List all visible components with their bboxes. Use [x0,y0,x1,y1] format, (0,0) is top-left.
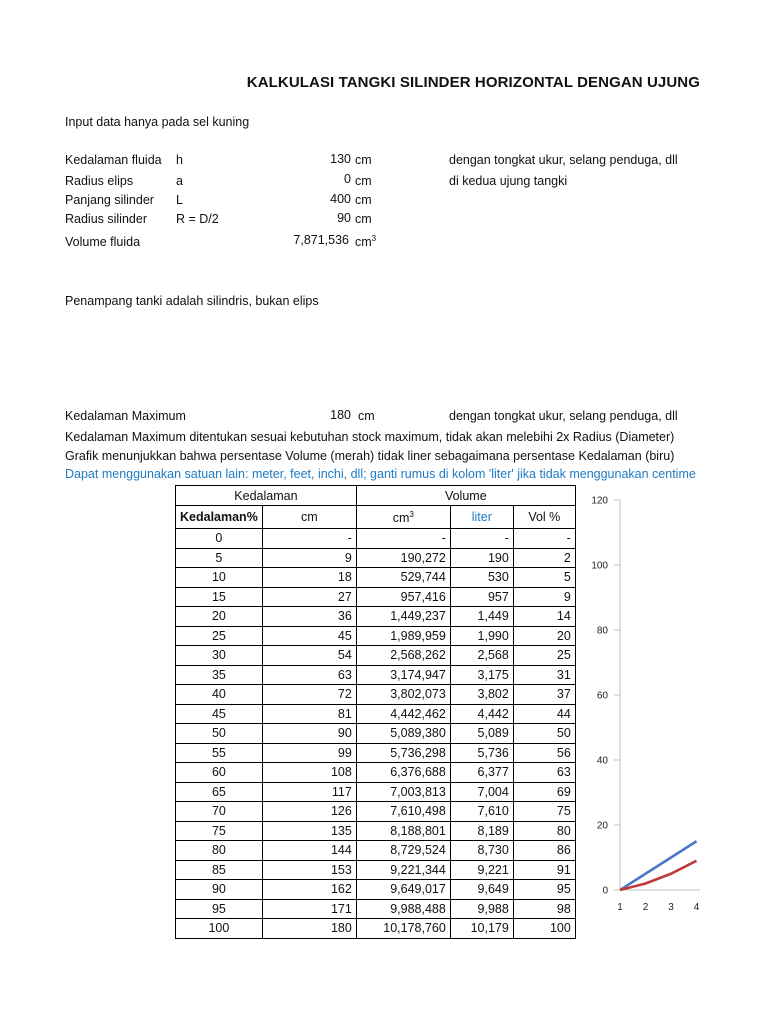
cell-cm: 126 [262,802,356,822]
table-row [176,704,576,724]
sym-r: R = D/2 [176,212,219,226]
cell-kedalaman-pct: 15 [176,587,263,607]
cell-cm3: 9,221,344 [356,860,450,880]
cell-kedalaman-pct: 0 [176,529,263,549]
x-tick-label: 4 [693,902,700,913]
cell-cm: 117 [262,782,356,802]
unit-a: cm [355,174,372,188]
table-row [176,646,576,666]
cell-cm3: 10,178,760 [356,919,450,939]
note-max: dengan tongkat ukur, selang penduga, dll [449,409,678,423]
input-radius-elips[interactable]: 0 [344,172,351,186]
input-kedalaman-maximum[interactable]: 180 [330,408,351,422]
x-tick-label: 3 [668,902,674,913]
table-row [176,860,576,880]
y-tick-label: 100 [591,560,608,572]
cell-vol-pct: - [513,529,575,549]
label-volume-fluida: Volume fluida [65,235,141,249]
cell-kedalaman-pct: 80 [176,841,263,861]
cell-cm: 27 [262,587,356,607]
cell-liter: 6,377 [450,763,513,783]
unit-volume: $cm^3$ [355,234,377,250]
cell-vol-pct: 86 [513,841,575,861]
cell-kedalaman-pct: 10 [176,568,263,588]
cell-liter: 190 [450,548,513,568]
cell-cm: 108 [262,763,356,783]
table-row [176,685,576,705]
volume-fluida-value: 7,871,536 [293,233,349,247]
cell-kedalaman-pct: 100 [176,919,263,939]
cell-vol-pct: 95 [513,880,575,900]
cell-cm: 135 [262,821,356,841]
cell-cm: 63 [262,665,356,685]
cell-cm: 81 [262,704,356,724]
cell-cm: 171 [262,899,356,919]
table-row [176,724,576,744]
cell-vol-pct: 14 [513,607,575,627]
cell-liter: - [450,529,513,549]
cell-liter: 5,736 [450,743,513,763]
cell-kedalaman-pct: 85 [176,860,263,880]
cell-liter: 957 [450,587,513,607]
cell-kedalaman-pct: 70 [176,802,263,822]
cell-kedalaman-pct: 90 [176,880,263,900]
cell-kedalaman-pct: 20 [176,607,263,627]
cell-cm: 153 [262,860,356,880]
unit-h: cm [355,153,372,167]
cell-cm3: 8,729,524 [356,841,450,861]
label-panjang-silinder: Panjang silinder [65,193,154,207]
table-row [176,665,576,685]
cell-liter: 4,442 [450,704,513,724]
cell-vol-pct: 44 [513,704,575,724]
header-cm: cm [262,506,356,529]
header-kedalaman: Kedalaman [176,486,357,506]
table-row [176,802,576,822]
cell-cm: 162 [262,880,356,900]
cell-kedalaman-pct: 45 [176,704,263,724]
cell-cm: - [262,529,356,549]
unit-l: cm [355,193,372,207]
table-row [176,880,576,900]
header-liter: liter [450,506,513,529]
y-tick-label: 60 [596,690,608,702]
cell-vol-pct: 9 [513,587,575,607]
cell-vol-pct: 69 [513,782,575,802]
cell-cm: 90 [262,724,356,744]
cell-vol-pct: 98 [513,899,575,919]
cell-kedalaman-pct: 65 [176,782,263,802]
cell-liter: 9,649 [450,880,513,900]
cell-cm: 9 [262,548,356,568]
cell-liter: 2,568 [450,646,513,666]
cell-cm3: 1,449,237 [356,607,450,627]
label-radius-elips: Radius elips [65,174,134,188]
header-vol-pct: Vol % [513,506,575,529]
cell-liter: 7,004 [450,782,513,802]
info-line-2: Grafik menunjukkan bahwa persentase Volume (merah) tidak liner sebagaimana persentase Kedalaman (biru) [65,449,675,463]
cell-liter: 1,449 [450,607,513,627]
cell-kedalaman-pct: 25 [176,626,263,646]
table-row [176,763,576,783]
cell-cm3: 3,174,947 [356,665,450,685]
cell-cm3: 529,744 [356,568,450,588]
cell-liter: 8,730 [450,841,513,861]
cell-liter: 9,988 [450,899,513,919]
cell-liter: 5,089 [450,724,513,744]
cell-cm3: 190,272 [356,548,450,568]
cell-kedalaman-pct: 40 [176,685,263,705]
header-cm3: $cm^3$ [356,506,450,529]
cell-kedalaman-pct: 55 [176,743,263,763]
cell-vol-pct: 100 [513,919,575,939]
table-row [176,587,576,607]
cell-cm: 99 [262,743,356,763]
depth-volume-table [175,485,576,939]
page-title: KALKULASI TANGKI SILINDER HORIZONTAL DENGAN UJUNG [246,74,700,91]
cell-vol-pct: 56 [513,743,575,763]
sym-h: h [176,153,183,167]
cell-liter: 530 [450,568,513,588]
info-line-1: Kedalaman Maximum ditentukan sesuai kebutuhan stock maximum, tidak akan melebihi 2x Radius (Diameter) [65,430,675,444]
cell-liter: 3,802 [450,685,513,705]
cell-liter: 3,175 [450,665,513,685]
label-kedalaman-maximum: Kedalaman Maximum [65,409,186,423]
input-note: Input data hanya pada sel kuning [65,115,250,129]
cell-vol-pct: 63 [513,763,575,783]
cell-cm3: 5,736,298 [356,743,450,763]
table-row [176,548,576,568]
label-radius-silinder: Radius silinder [65,212,147,226]
y-tick-label: 0 [602,885,608,897]
unit-r: cm [355,212,372,226]
table-row [176,821,576,841]
cell-vol-pct: 50 [513,724,575,744]
cell-kedalaman-pct: 35 [176,665,263,685]
cell-kedalaman-pct: 5 [176,548,263,568]
label-kedalaman-fluida: Kedalaman fluida [65,153,162,167]
cell-liter: 9,221 [450,860,513,880]
cell-cm3: 6,376,688 [356,763,450,783]
cell-cm: 144 [262,841,356,861]
cell-cm3: 2,568,262 [356,646,450,666]
cell-cm: 180 [262,919,356,939]
sym-a: a [176,174,183,188]
table-row [176,919,576,939]
y-tick-label: 20 [596,820,608,832]
cell-vol-pct: 91 [513,860,575,880]
cell-vol-pct: 5 [513,568,575,588]
cell-cm3: 7,003,813 [356,782,450,802]
percentage-chart [580,488,700,918]
cell-kedalaman-pct: 60 [176,763,263,783]
table-row [176,899,576,919]
cell-vol-pct: 37 [513,685,575,705]
cell-cm: 36 [262,607,356,627]
cell-cm: 72 [262,685,356,705]
cell-cm3: 4,442,462 [356,704,450,724]
cell-vol-pct: 31 [513,665,575,685]
cell-cm3: 9,649,017 [356,880,450,900]
y-tick-label: 80 [596,625,608,637]
cell-kedalaman-pct: 50 [176,724,263,744]
cell-vol-pct: 25 [513,646,575,666]
x-tick-label: 2 [642,902,649,913]
cell-kedalaman-pct: 75 [176,821,263,841]
cell-vol-pct: 2 [513,548,575,568]
table-row [176,568,576,588]
cell-vol-pct: 80 [513,821,575,841]
cell-liter: 7,610 [450,802,513,822]
input-radius-silinder[interactable]: 90 [337,211,351,225]
penampang-note: Penampang tanki adalah silindris, bukan elips [65,294,319,308]
cell-cm3: 9,988,488 [356,899,450,919]
cell-cm3: 8,188,801 [356,821,450,841]
unit-max: cm [358,409,375,423]
table-row [176,626,576,646]
note-a: di kedua ujung tangki [449,174,568,188]
input-kedalaman-fluida[interactable]: 130 [330,152,351,166]
cell-liter: 8,189 [450,821,513,841]
table-row [176,743,576,763]
cell-liter: 10,179 [450,919,513,939]
cell-vol-pct: 75 [513,802,575,822]
note-h: dengan tongkat ukur, selang penduga, dll [449,153,678,167]
cell-liter: 1,990 [450,626,513,646]
header-kedalaman-pct: Kedalaman% [176,506,263,529]
cell-cm: 54 [262,646,356,666]
cell-cm3: 957,416 [356,587,450,607]
y-tick-label: 40 [596,755,608,767]
cell-cm3: - [356,529,450,549]
cell-cm3: 3,802,073 [356,685,450,705]
cell-cm3: 1,989,959 [356,626,450,646]
cell-kedalaman-pct: 95 [176,899,263,919]
header-volume: Volume [356,486,575,506]
table-row [176,607,576,627]
input-panjang-silinder[interactable]: 400 [330,192,351,206]
cell-cm: 45 [262,626,356,646]
x-tick-label: 1 [617,902,623,913]
cell-kedalaman-pct: 30 [176,646,263,666]
info-line-3: Dapat menggunakan satuan lain: meter, feet, inchi, dll; ganti rumus di kolom 'liter' jika tidak menggunakan centime [65,467,696,481]
table-row [176,782,576,802]
cell-cm3: 7,610,498 [356,802,450,822]
cell-vol-pct: 20 [513,626,575,646]
cell-cm: 18 [262,568,356,588]
cell-cm3: 5,089,380 [356,724,450,744]
table-row [176,841,576,861]
table-row [176,529,576,549]
y-tick-label: 120 [591,495,608,507]
sym-l: L [176,193,183,207]
